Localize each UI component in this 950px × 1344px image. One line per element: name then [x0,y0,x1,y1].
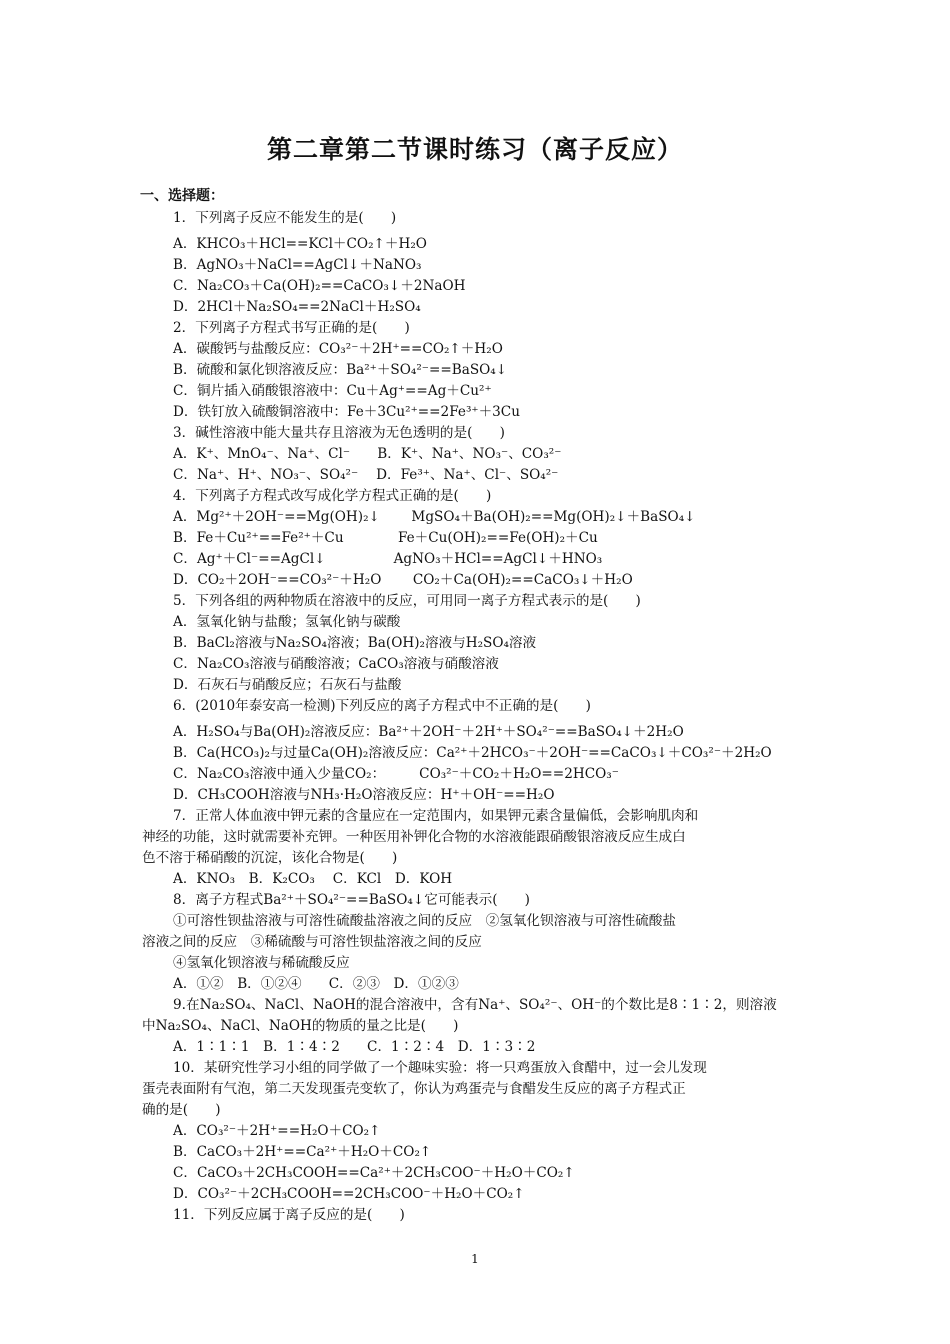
text-line: 2．下列离子方程式书写正确的是( ) [173,320,410,336]
text-line: A．Mg²⁺＋2OH⁻==Mg(OH)₂↓ MgSO₄＋Ba(OH)₂==Mg(OH)₂↓＋BaSO₄↓ [173,509,696,525]
text-line: A．KHCO₃＋HCl==KCl＋CO₂↑＋H₂O [173,236,427,252]
text-line: B．CaCO₃＋2H⁺==Ca²⁺＋H₂O＋CO₂↑ [173,1144,432,1160]
text-line: ④氢氧化钡溶液与稀硫酸反应 [173,955,350,971]
text-line: 11．下列反应属于离子反应的是( ) [173,1207,405,1223]
text-line: C．Na₂CO₃＋Ca(OH)₂==CaCO₃↓＋2NaOH [173,278,466,294]
page-title: 第二章第二节课时练习（离子反应） [266,135,683,164]
text-line: C．铜片插入硝酸银溶液中：Cu＋Ag⁺==Ag＋Cu²⁺ [173,383,492,399]
text-line: D．CH₃COOH溶液与NH₃·H₂O溶液反应：H⁺＋OH⁻==H₂O [173,787,555,803]
text-line: C．Ag⁺＋Cl⁻==AgCl↓ AgNO₃＋HCl==AgCl↓＋HNO₃ [173,551,603,567]
text-line: 7．正常人体血液中钾元素的含量应在一定范围内，如果钾元素含量偏低，会影响肌肉和 [173,808,699,824]
text-line: C．Na₂CO₃溶液与硝酸溶液；CaCO₃溶液与硝酸溶液 [173,656,499,672]
text-line: 4．下列离子方程式改写成化学方程式正确的是( ) [173,488,492,504]
text-line: A．碳酸钙与盐酸反应：CO₃²⁻＋2H⁺==CO₂↑＋H₂O [173,341,503,357]
section-heading: 一、选择题： [140,188,224,204]
text-line: 蛋壳表面附有气泡，第二天发现蛋壳变软了，你认为鸡蛋壳与食醋发生反应的离子方程式正 [142,1081,686,1097]
text-line: A．①② B．①②④ C．②③ D．①②③ [173,976,459,992]
text-line: 5．下列各组的两种物质在溶液中的反应，可用同一离子方程式表示的是( ) [173,593,641,609]
text-line: A．CO₃²⁻＋2H⁺==H₂O＋CO₂↑ [173,1123,381,1139]
text-line: 确的是( ) [142,1102,221,1118]
text-line: 中Na₂SO₄、NaCl、NaOH的物质的量之比是( ) [142,1018,459,1034]
text-line: B．Ca(HCO₃)₂与过量Ca(OH)₂溶液反应：Ca²⁺＋2HCO₃⁻＋2OH⁻==CaCO₃↓＋CO₃²⁻＋2H₂O [173,745,772,761]
text-line: B．AgNO₃＋NaCl==AgCl↓＋NaNO₃ [173,257,422,273]
text-line: D．CO₂＋2OH⁻==CO₃²⁻＋H₂O CO₂＋Ca(OH)₂==CaCO₃↓＋H₂O [173,572,633,588]
text-line: 色不溶于稀硝酸的沉淀，该化合物是( ) [142,850,398,866]
text-line: 1．下列离子反应不能发生的是( ) [173,210,397,226]
text-line: C．CaCO₃＋2CH₃COOH==Ca²⁺＋2CH₃COO⁻＋H₂O＋CO₂↑ [173,1165,575,1181]
text-line: B．Fe＋Cu²⁺==Fe²⁺＋Cu Fe＋Cu(OH)₂==Fe(OH)₂＋Cu [173,530,598,546]
text-line: 8．离子方程式Ba²⁺＋SO₄²⁻==BaSO₄↓它可能表示( ) [173,892,530,908]
text-line: 6．(2010年泰安高一检测)下列反应的离子方程式中不正确的是( ) [173,698,591,714]
text-line: ①可溶性钡盐溶液与可溶性硫酸盐溶液之间的反应 ②氢氧化钡溶液与可溶性硫酸盐 [173,913,676,929]
page-number: 1 [471,1252,479,1266]
text-line: A．氢氧化钠与盐酸；氢氧化钠与碳酸 [173,614,401,630]
text-line: D．CO₃²⁻＋2CH₃COOH==2CH₃COO⁻＋H₂O＋CO₂↑ [173,1186,525,1202]
text-line: B．BaCl₂溶液与Na₂SO₄溶液；Ba(OH)₂溶液与H₂SO₄溶液 [173,635,537,651]
text-line: 3．碱性溶液中能大量共存且溶液为无色透明的是( ) [173,425,505,441]
text-line: 9.在Na₂SO₄、NaCl、NaOH的混合溶液中，含有Na⁺、SO₄²⁻、OH⁻的个数比是8∶1∶2，则溶液 [173,997,777,1013]
text-line: 神经的功能，这时就需要补充钾。一种医用补钾化合物的水溶液能跟硝酸银溶液反应生成白 [142,829,686,845]
text-line: A．H₂SO₄与Ba(OH)₂溶液反应：Ba²⁺＋2OH⁻＋2H⁺＋SO₄²⁻==BaSO₄↓＋2H₂O [173,724,684,740]
text-line: A．KNO₃ B．K₂CO₃ C．KCl D．KOH [173,871,453,887]
text-line: A．K⁺、MnO₄⁻、Na⁺、Cl⁻ B．K⁺、Na⁺、NO₃⁻、CO₃²⁻ [173,446,562,462]
text-line: B．硫酸和氯化钡溶液反应：Ba²⁺＋SO₄²⁻==BaSO₄↓ [173,362,508,378]
text-line: D．铁钉放入硫酸铜溶液中：Fe＋3Cu²⁺==2Fe³⁺＋3Cu [173,404,520,420]
text-line: C．Na₂CO₃溶液中通入少量CO₂： CO₃²⁻＋CO₂＋H₂O==2HCO₃⁻ [173,766,619,782]
text-line: 10．某研究性学习小组的同学做了一个趣味实验：将一只鸡蛋放入食醋中，过一会儿发现 [173,1060,707,1076]
text-line: 溶液之间的反应 ③稀硫酸与可溶性钡盐溶液之间的反应 [142,934,482,950]
text-line: C．Na⁺、H⁺、NO₃⁻、SO₄²⁻ D．Fe³⁺、Na⁺、Cl⁻、SO₄²⁻ [173,467,559,483]
text-line: D．石灰石与硝酸反应；石灰石与盐酸 [173,677,402,693]
text-line: A．1∶1∶1 B．1∶4∶2 C．1∶2∶4 D．1∶3∶2 [173,1039,536,1055]
text-line: D．2HCl＋Na₂SO₄==2NaCl＋H₂SO₄ [173,299,421,315]
